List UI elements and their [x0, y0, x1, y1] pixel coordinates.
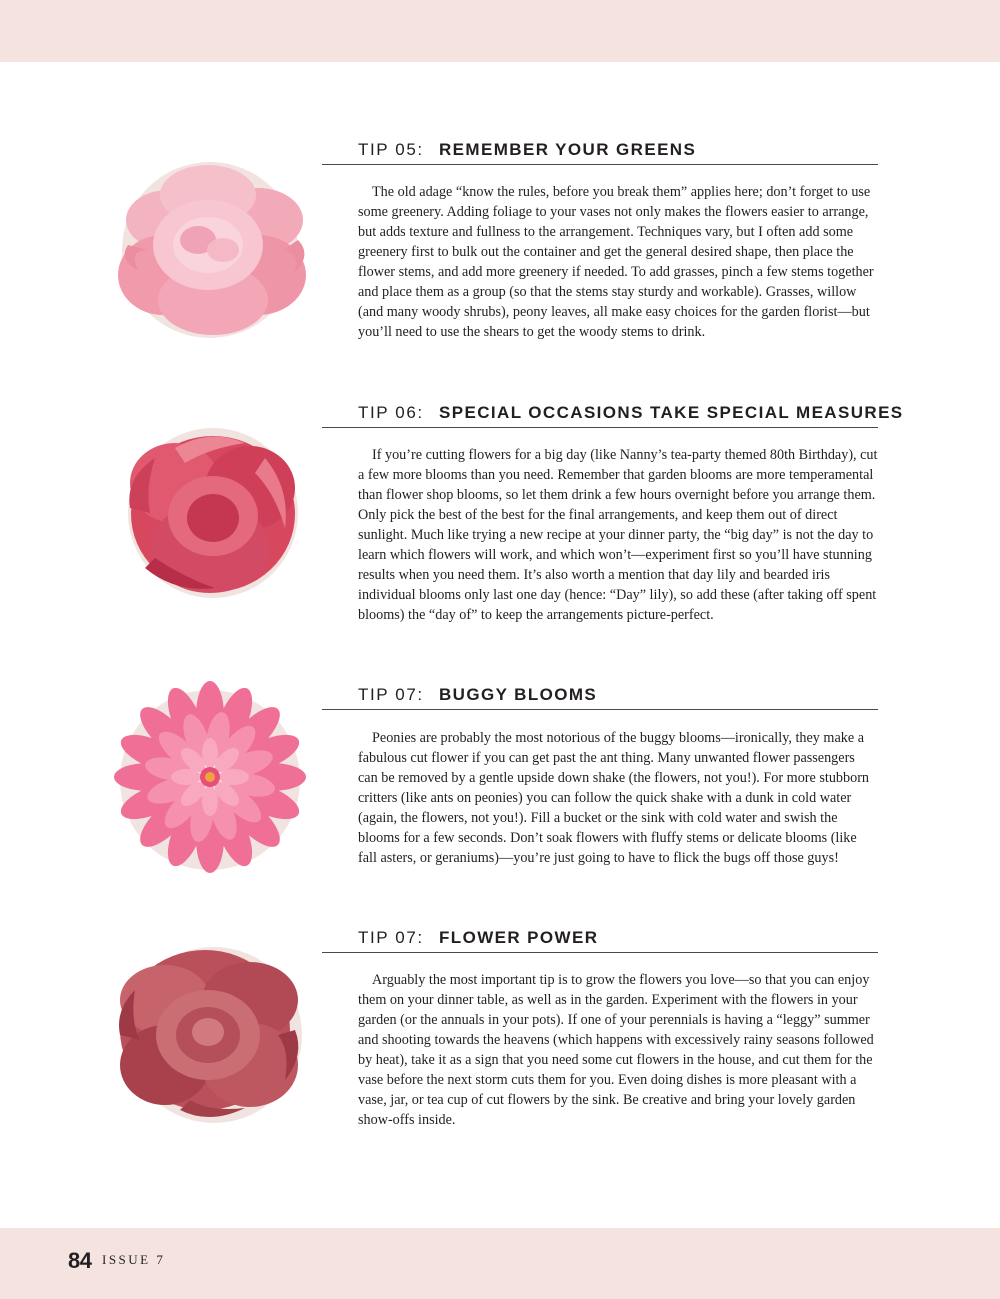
dusty-rose-peony-image [110, 940, 310, 1130]
tip-number: TIP 07: [358, 928, 424, 947]
coral-peony-bud-image [115, 418, 310, 610]
tip-05-heading [322, 140, 878, 165]
tip-07-buggy-heading [322, 685, 878, 710]
top-decorative-band [0, 0, 1000, 62]
issue-label: ISSUE 7 [102, 1252, 166, 1267]
page-number: 84 [68, 1248, 92, 1273]
tip-number: TIP 05: [358, 140, 424, 159]
tip-title: BUGGY BLOOMS [439, 685, 598, 704]
tip-07-flower-power-body: Arguably the most important tip is to grow the flowers you love—so that you can enjoy them on your dinner table, as well as in the garden. Experiment with the flowers in your garden (or the annuals in your pots). If one of your perennials is having a “leggy” summer and shooting towards the heavens (which happens with excessively rainy seasons followed by heat), take it as a sign that you need some cut flowers in the house, and cut them for the vase before the next storm cuts them for you. Even doing dishes is more pleasant with a vase, jar, or tea cup of cut flowers by the sink. Be creative and bring your lovely garden show-offs inside. [358, 972, 874, 1128]
tip-07-flower-power-heading [322, 928, 878, 953]
tip-number: TIP 07: [358, 685, 424, 704]
pink-dahlia-image [112, 680, 308, 875]
tip-07-buggy-body: Peonies are probably the most notorious of the buggy blooms—ironically, they make a fabulous cut flower if you can get past the ant thing. Many unwanted flower passengers can be removed by a gentle upside down shake (the flowers, not you!). For more stubborn critters (like ants on peonies) you can follow the quick shake with a dunk in cold water (again, the flowers, not you!). Fill a bucket or the sink with cold water and swish the blooms for a few seconds. Don’t soak flowers with fluffy stems or delicate blooms (like fall asters, or geraniums)—you’re just going to have to flick the bugs off those guys! [358, 730, 870, 866]
tip-title: FLOWER POWER [439, 928, 599, 947]
tip-05-body: The old adage “know the rules, before you break them” applies here; don’t forget to use some greenery. Adding foliage to your vases not only makes the flowers easier to arrange, but adds texture and fullness to the arrangement. Techniques vary, but I often add some greenery first to bulk out the container and get the general desired shape, then place the flower stems, and add more greenery if needed. To add grasses, pinch a few stems together and place them as a group (so that the stems stay sturdy and workable). Grasses, willow (and many woody shrubs), peony leaves, all make easy choices for the garden florist—but you’ll need to use the shears to get the woody stems to drink. [358, 184, 874, 340]
tip-06-body: If you’re cutting flowers for a big day (like Nanny’s tea-party themed 80th Birthday), cut a few more blooms than you need. Remember that garden blooms are more temperamental than flower shop blooms, so let them drink a few hours overnight before you arrange them. Only pick the best of the best for the final arrangements, and keep them out of direct sunlight. Much like trying a new recipe at your dinner party, the “big day” is not the day to learn which flowers will work, and which won’t—experiment first so you’ll have stunning results when you need them. It’s also worth a mention that day lily and bearded iris individual blooms only last one day (hence: “Day” lily), so add these (after taking off spent blooms) the “day of” to keep the arrangements picture-perfect. [358, 447, 878, 623]
tip-number: TIP 06: [358, 403, 424, 422]
tip-title: SPECIAL OCCASIONS TAKE SPECIAL MEASURES [439, 403, 904, 422]
tip-06-heading [322, 403, 904, 428]
pink-ruffled-peony-image [108, 150, 318, 345]
tip-title: REMEMBER YOUR GREENS [439, 140, 697, 159]
